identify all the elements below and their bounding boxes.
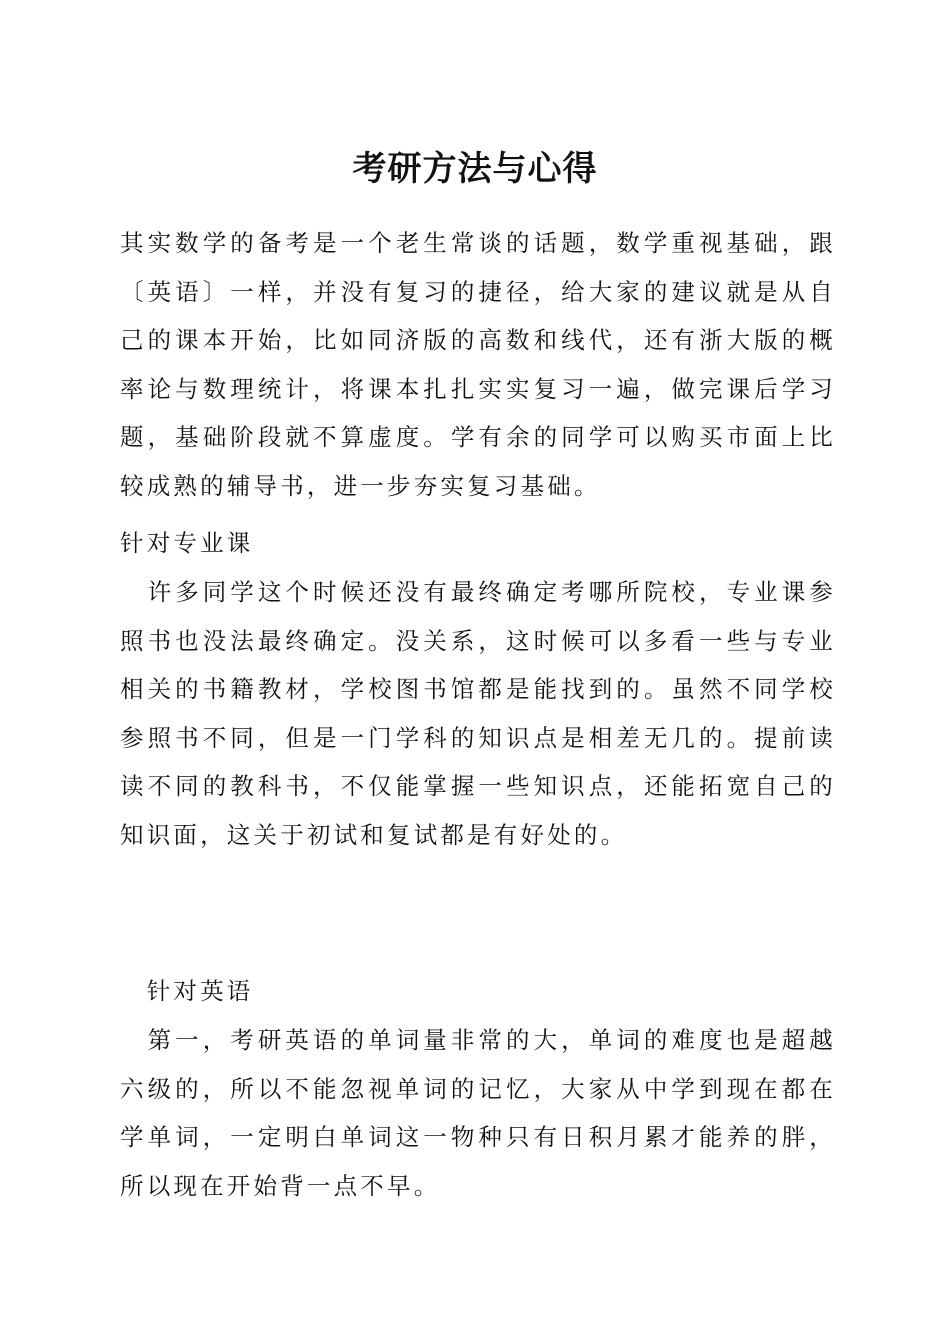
paragraph-math: 其实数学的备考是一个老生常谈的话题，数学重视基础，跟〔英语〕一样，并没有复习的捷径，给大家的建议就是从自己的课本开始，比如同济版的高数和线代，还有浙大版的概率论与数理统计，将课本扎扎实实复习一遍，做完课后学习题，基础阶段就不算虚度。学有余的同学可以购买市面上比较成熟的辅导书，进一步夯实复习基础。 xyxy=(120,229,836,500)
paragraph-english: 第一，考研英语的单词量非常的大，单词的难度也是超越六级的，所以不能忽视单词的记忆，大家从中学到现在都在学单词，一定明白单词这一物种只有日积月累才能养的胖，所以现在开始背一点不早。 xyxy=(120,1026,836,1200)
page-title: 考研方法与心得 xyxy=(352,149,598,189)
section-heading-major: 针对专业课 xyxy=(120,529,254,557)
section-heading-english: 针对英语 xyxy=(120,977,254,1005)
paragraph-major-courses: 许多同学这个时候还没有最终确定考哪所院校，专业课参照书也没法最终确定。没关系，这时候可以多看一些与专业相关的书籍教材，学校图书馆都是能找到的。虽然不同学校参照书不同，但是一门学科的知识点是相差无几的。提前读读不同的教科书，不仅能掌握一些知识点，还能拓宽自己的知识面，这关于初试和复试都是有好处的。 xyxy=(120,578,836,849)
